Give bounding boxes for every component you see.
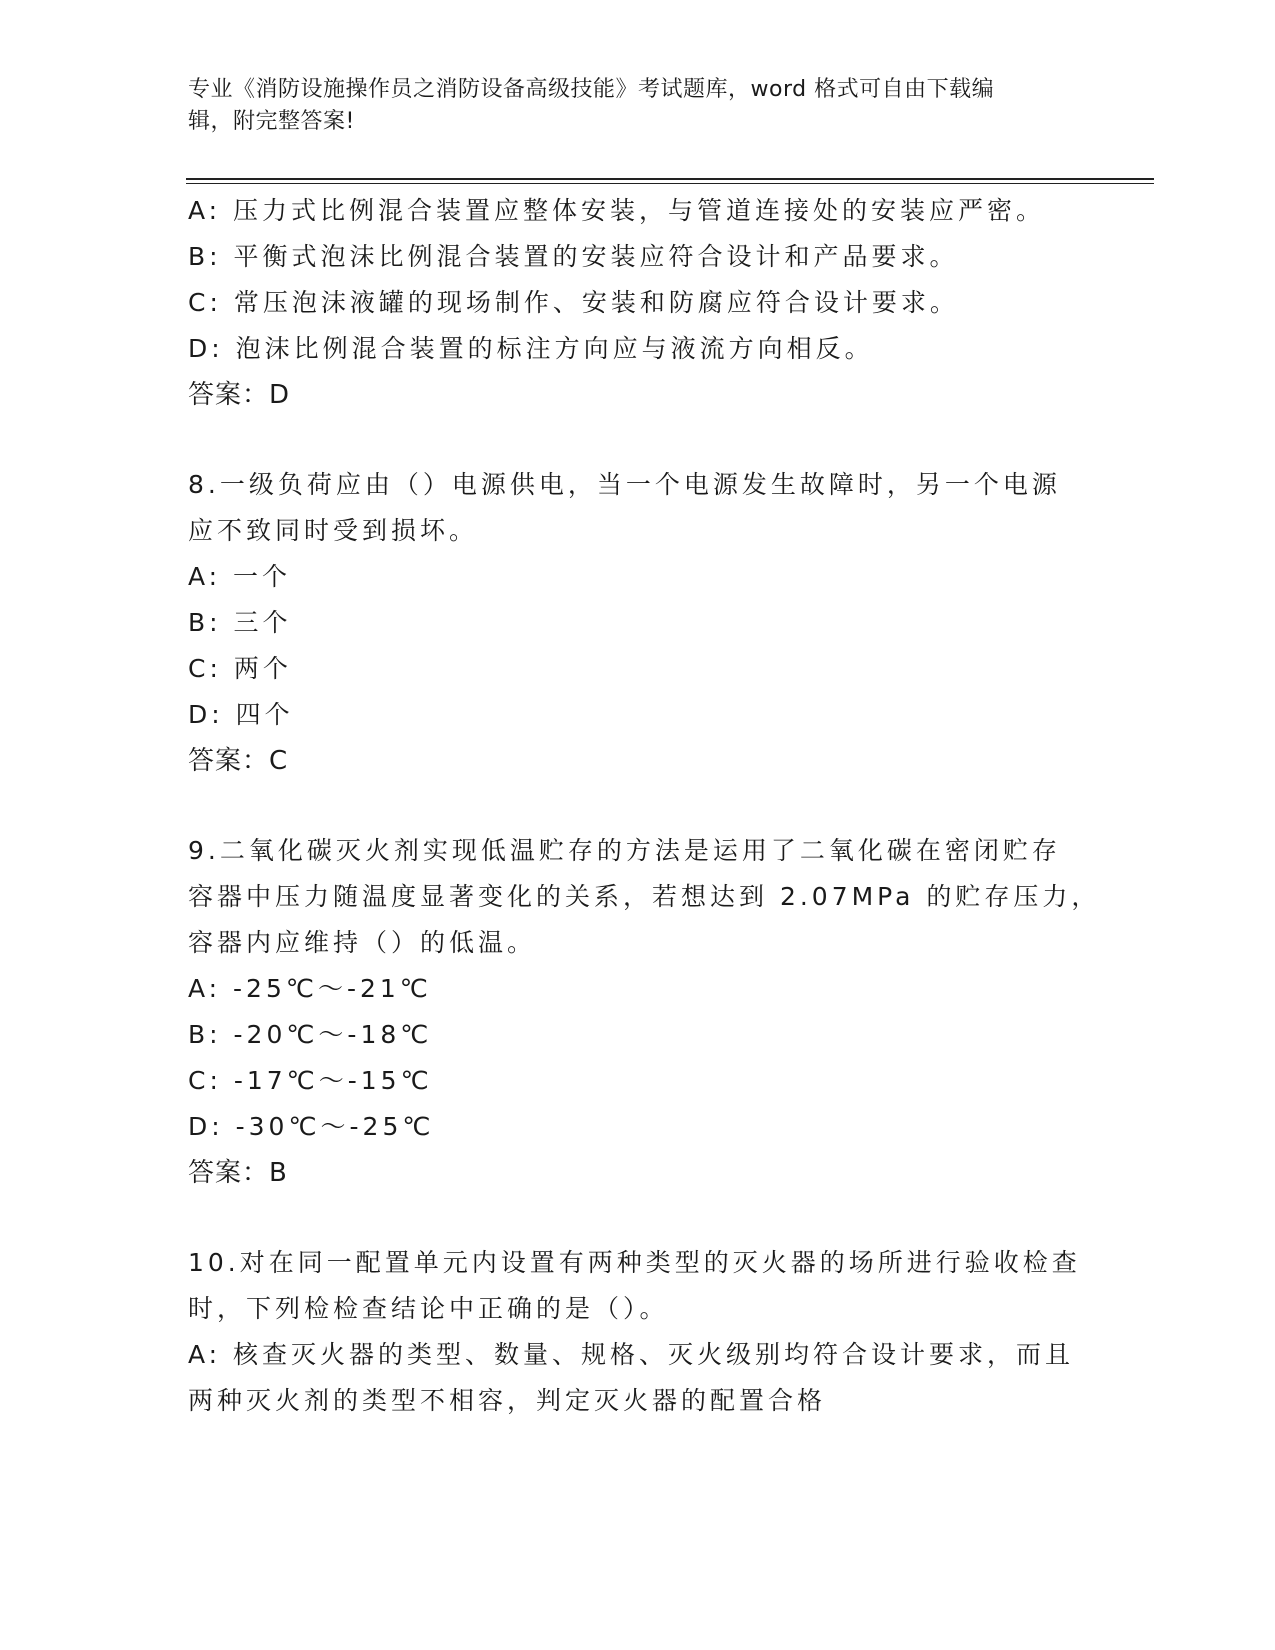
option-d: D: 四个 xyxy=(188,700,294,729)
question-stem: 应不致同时受到损坏。 xyxy=(188,516,479,545)
question-stem: 容器中压力随温度显著变化的关系，若想达到 2.07MPa 的贮存压力， xyxy=(188,882,1101,911)
question-stem: 8.一级负荷应由（）电源供电，当一个电源发生故障时，另一个电源 xyxy=(188,470,1061,499)
option-a: A: 压力式比例混合装置应整体安装，与管道连接处的安装应严密。 xyxy=(188,196,1046,225)
answer: 答案：D xyxy=(188,380,291,410)
answer: 答案：C xyxy=(188,746,289,776)
spacer xyxy=(188,418,1078,462)
header-rule-thin xyxy=(186,183,1154,184)
document-body xyxy=(188,188,1101,1424)
question-stem: 10.对在同一配置单元内设置有两种类型的灭火器的场所进行验收检查 xyxy=(188,1248,1081,1277)
answer: 答案：B xyxy=(188,1158,288,1188)
option-c: C: 两个 xyxy=(188,654,292,683)
question-stem: 9.二氧化碳灭火剂实现低温贮存的方法是运用了二氧化碳在密闭贮存 xyxy=(188,836,1061,865)
header-line-2: 辑，附完整答案! xyxy=(188,109,355,134)
spacer xyxy=(188,1196,1078,1240)
option-a: A: -25℃～-21℃ xyxy=(188,974,432,1003)
option-b: B: -20℃～-18℃ xyxy=(188,1020,433,1049)
option-b: B: 三个 xyxy=(188,608,292,637)
option-a-continued: 两种灭火剂的类型不相容，判定灭火器的配置合格 xyxy=(188,1386,827,1415)
option-a: A: 一个 xyxy=(188,562,292,591)
question-10 xyxy=(188,1240,1081,1424)
option-c: C: 常压泡沫液罐的现场制作、安装和防腐应符合设计要求。 xyxy=(188,288,959,317)
option-a: A: 核查灭火器的类型、数量、规格、灭火级别均符合设计要求，而且 xyxy=(188,1340,1075,1369)
document-header xyxy=(188,74,1068,138)
header-rule-thick xyxy=(186,178,1154,180)
question-stem: 时，下列检检查结论中正确的是（）。 xyxy=(188,1294,669,1323)
option-d: D: 泡沫比例混合装置的标注方向应与液流方向相反。 xyxy=(188,334,874,363)
header-line-1: 专业《消防设施操作员之消防设备高级技能》考试题库，word 格式可自由下载编 xyxy=(188,77,995,102)
question-9 xyxy=(188,828,1101,1196)
option-c: C: -17℃～-15℃ xyxy=(188,1066,433,1095)
question-stem: 容器内应维持（）的低温。 xyxy=(188,928,537,957)
option-d: D: -30℃～-25℃ xyxy=(188,1112,435,1141)
option-b: B: 平衡式泡沫比例混合装置的安装应符合设计和产品要求。 xyxy=(188,242,959,271)
question-7 xyxy=(188,188,1078,418)
spacer xyxy=(188,784,1078,828)
question-8 xyxy=(188,462,1078,784)
